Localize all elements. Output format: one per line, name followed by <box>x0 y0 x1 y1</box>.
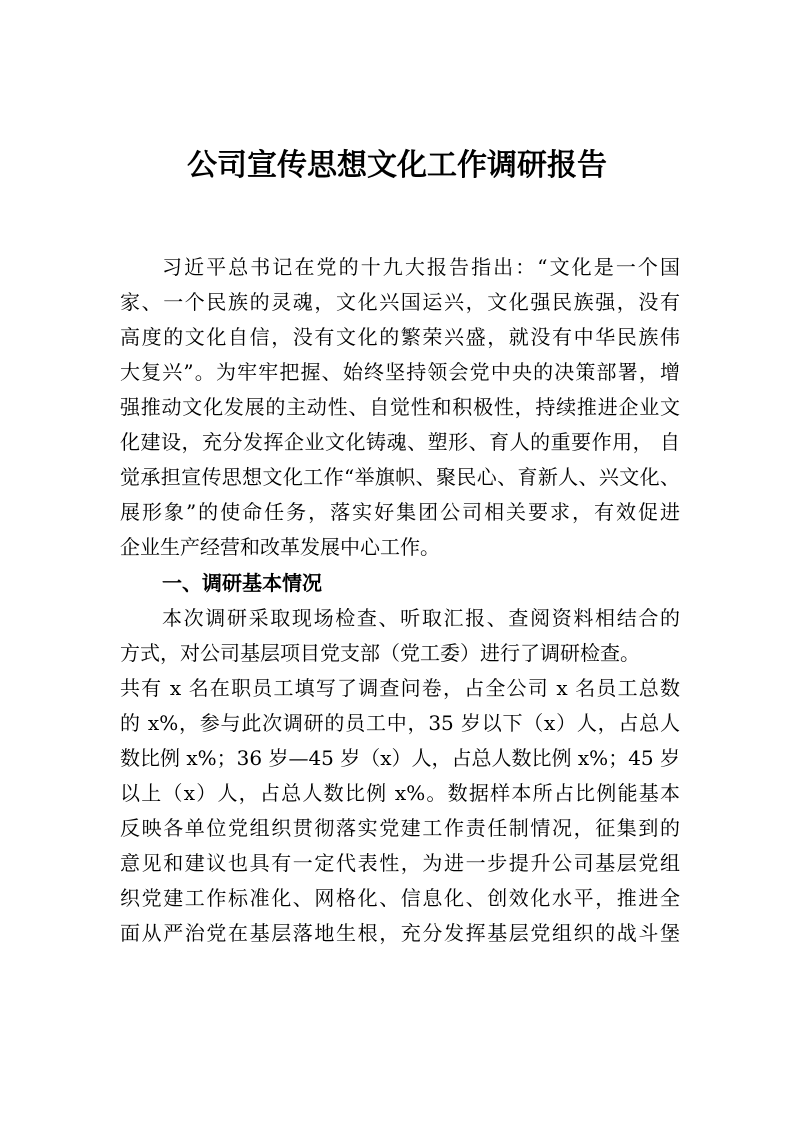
paragraph-line: 习近平总书记在党的十九大报告指出：“文化是一个国 <box>162 255 680 279</box>
paragraph-line: 觉承担宣传思想文化工作“举旗帜、聚民心、育新人、兴文化、 <box>120 465 680 489</box>
paragraph-line: 方式，对公司基层项目党支部（党工委）进行了调研检查。 <box>120 641 640 665</box>
paragraph-line: 强推动文化发展的主动性、自觉性和积极性，持续推进企业文 <box>120 395 680 419</box>
paragraph-line: 意见和建议也具有一定代表性，为进一步提升公司基层党组 <box>120 851 680 875</box>
paragraph-line: 以上（x）人，占总人数比例 x%。数据样本所占比例能基本 <box>120 781 680 805</box>
paragraph-line: 本次调研采取现场检查、听取汇报、查阅资料相结合的 <box>162 606 680 630</box>
document-title: 公司宣传思想文化工作调研报告 <box>187 148 607 183</box>
paragraph-line: 反映各单位党组织贯彻落实党建工作责任制情况，征集到的 <box>120 816 680 840</box>
paragraph-line: 共有 x 名在职员工填写了调查问卷，占全公司 x 名员工总数 <box>120 676 680 700</box>
paragraph-line: 展形象”的使命任务，落实好集团公司相关要求，有效促进 <box>120 500 680 524</box>
paragraph-line: 大复兴”。为牢牢把握、始终坚持领会党中央的决策部署，增 <box>120 360 680 384</box>
paragraph-line: 化建设，充分发挥企业文化铸魂、塑形、育人的重要作用， 自 <box>120 430 680 454</box>
paragraph-line: 数比例 x%；36 岁—45 岁（x）人，占总人数比例 x%；45 岁 <box>120 746 680 770</box>
section-heading: 一、调研基本情况 <box>162 571 322 595</box>
paragraph-line: 企业生产经营和改革发展中心工作。 <box>120 535 440 559</box>
paragraph-line: 的 x%，参与此次调研的员工中，35 岁以下（x）人，占总人 <box>120 711 680 735</box>
paragraph-line: 家、一个民族的灵魂，文化兴国运兴，文化强民族强，没有 <box>120 290 680 314</box>
paragraph-line: 织党建工作标准化、网格化、信息化、创效化水平，推进全 <box>120 886 680 910</box>
paragraph-line: 面从严治党在基层落地生根，充分发挥基层党组织的战斗堡 <box>120 921 680 945</box>
paragraph-line: 高度的文化自信，没有文化的繁荣兴盛，就没有中华民族伟 <box>120 325 680 349</box>
